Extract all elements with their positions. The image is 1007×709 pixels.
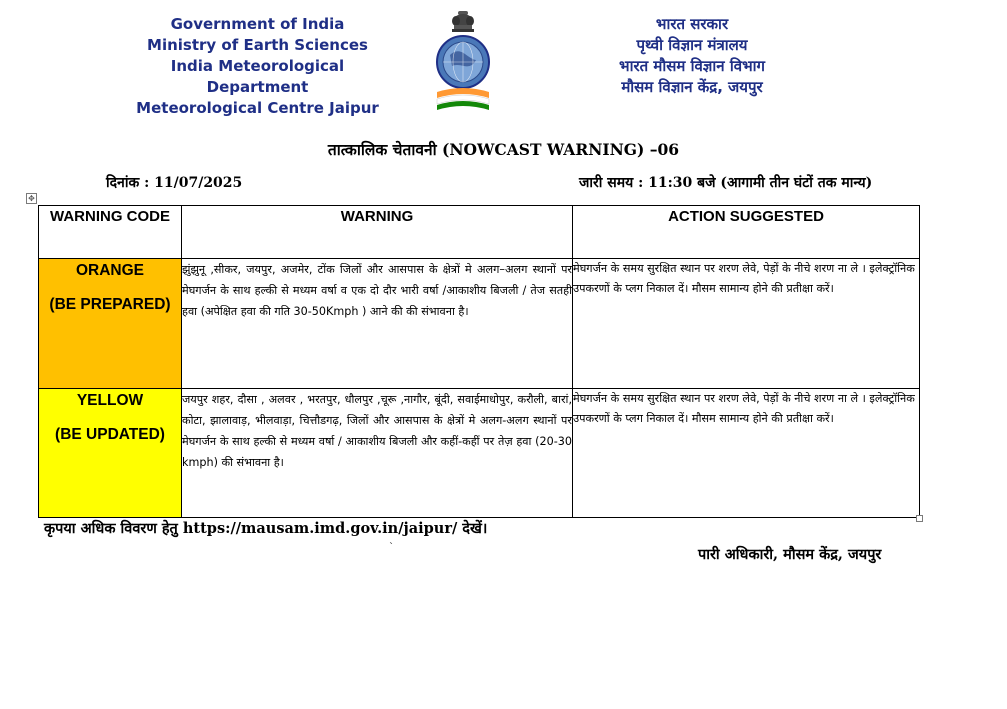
warning-code-yellow bbox=[39, 389, 182, 518]
warning-table bbox=[38, 205, 920, 518]
code-label-yellow: YELLOW bbox=[76, 392, 144, 409]
issue-date: दिनांक : 11/07/2025 bbox=[106, 175, 243, 191]
header-hi-line-2: पृथ्वी विज्ञान मंत्रालय bbox=[636, 36, 748, 54]
code-sub-yellow: (BE UPDATED) bbox=[55, 426, 165, 443]
imd-emblem-icon bbox=[432, 10, 494, 112]
stray-mark: ˋ bbox=[389, 542, 394, 553]
code-label-orange: ORANGE bbox=[75, 262, 145, 279]
header-en-line-3: India Meteorological Department bbox=[170, 57, 345, 96]
header-hi-line-4: मौसम विज्ञान केंद्र, जयपुर bbox=[621, 78, 763, 96]
header-action-suggested: ACTION SUGGESTED bbox=[573, 206, 920, 259]
more-info-line: कृपया अधिक विवरण हेतु https://mausam.imd.gov.in/jaipur/ देखें। bbox=[44, 520, 488, 537]
header-warning-code: WARNING CODE bbox=[39, 206, 182, 259]
header-english bbox=[120, 14, 395, 119]
table-resize-handle[interactable] bbox=[916, 515, 923, 522]
header-warning: WARNING bbox=[182, 206, 573, 259]
header-en-line-1: Government of India bbox=[170, 15, 345, 33]
table-row-yellow bbox=[39, 389, 920, 518]
header-hi-line-1: भारत सरकार bbox=[655, 15, 729, 33]
table-move-handle[interactable]: ✥ bbox=[26, 193, 37, 204]
warning-text-orange: झुंझुनू ,सीकर, जयपुर, अजमेर, टोंक जिलों और आसपास के क्षेत्रों मे अलग–अलग स्थानों पर मेघगर्जन के साथ हल्की से मध्यम वर्षा व एक दो दौर भारी वर्षा /आकाशीय बिजली / तेज सतही हवा (अपेक्षित हवा की गति 30-50Kmph ) आने की की संभावना है। bbox=[182, 259, 573, 389]
action-text-yellow: मेघगर्जन के समय सुरक्षित स्थान पर शरण लेवे, पेड़ों के नीचे शरण ना ले । इलेक्ट्रॉनिक उपकरणों के प्लग निकाल दें। मौसम सामान्य होने की प्रतीक्षा करें। bbox=[573, 389, 920, 518]
table-row-orange bbox=[39, 259, 920, 389]
warning-code-orange bbox=[39, 259, 182, 389]
action-text-orange: मेघगर्जन के समय सुरक्षित स्थान पर शरण लेवे, पेड़ों के नीचे शरण ना ले । इलेक्ट्रॉनिक उपकरणों के प्लग निकाल दें। मौसम सामान्य होने की प्रतीक्षा करें। bbox=[573, 259, 920, 389]
signature: पारी अधिकारी, मौसम केंद्र, जयपुर bbox=[698, 546, 882, 563]
header-en-line-4: Meteorological Centre Jaipur bbox=[136, 99, 379, 117]
page-title: तात्कालिक चेतावनी (NOWCAST WARNING) –06 bbox=[327, 140, 680, 159]
header-hindi bbox=[582, 14, 802, 98]
table-header-row bbox=[39, 206, 920, 259]
warning-text-yellow: जयपुर शहर, दौसा , अलवर , भरतपुर, धौलपुर ,चूरू ,नागौर, बूंदी, सवाईमाधोपुर, करौली, बारां, कोटा, झालावाड़, भीलवाड़ा, चित्तौडगढ़, जिलों और आसपास के क्षेत्रों मे अलग-अलग स्थानों पर मेघगर्जन के साथ हल्की से मध्यम वर्षा / आकाशीय बिजली और कहीं-कहीं पर तेज़ हवा (20-30 kmph) की संभावना है। bbox=[182, 389, 573, 518]
header-hi-line-3: भारत मौसम विज्ञान विभाग bbox=[619, 57, 765, 75]
code-sub-orange: (BE PREPARED) bbox=[49, 296, 171, 313]
header-en-line-2: Ministry of Earth Sciences bbox=[147, 36, 368, 54]
issue-time: जारी समय : 11:30 बजे (आगामी तीन घंटों तक मान्य) bbox=[579, 175, 873, 191]
